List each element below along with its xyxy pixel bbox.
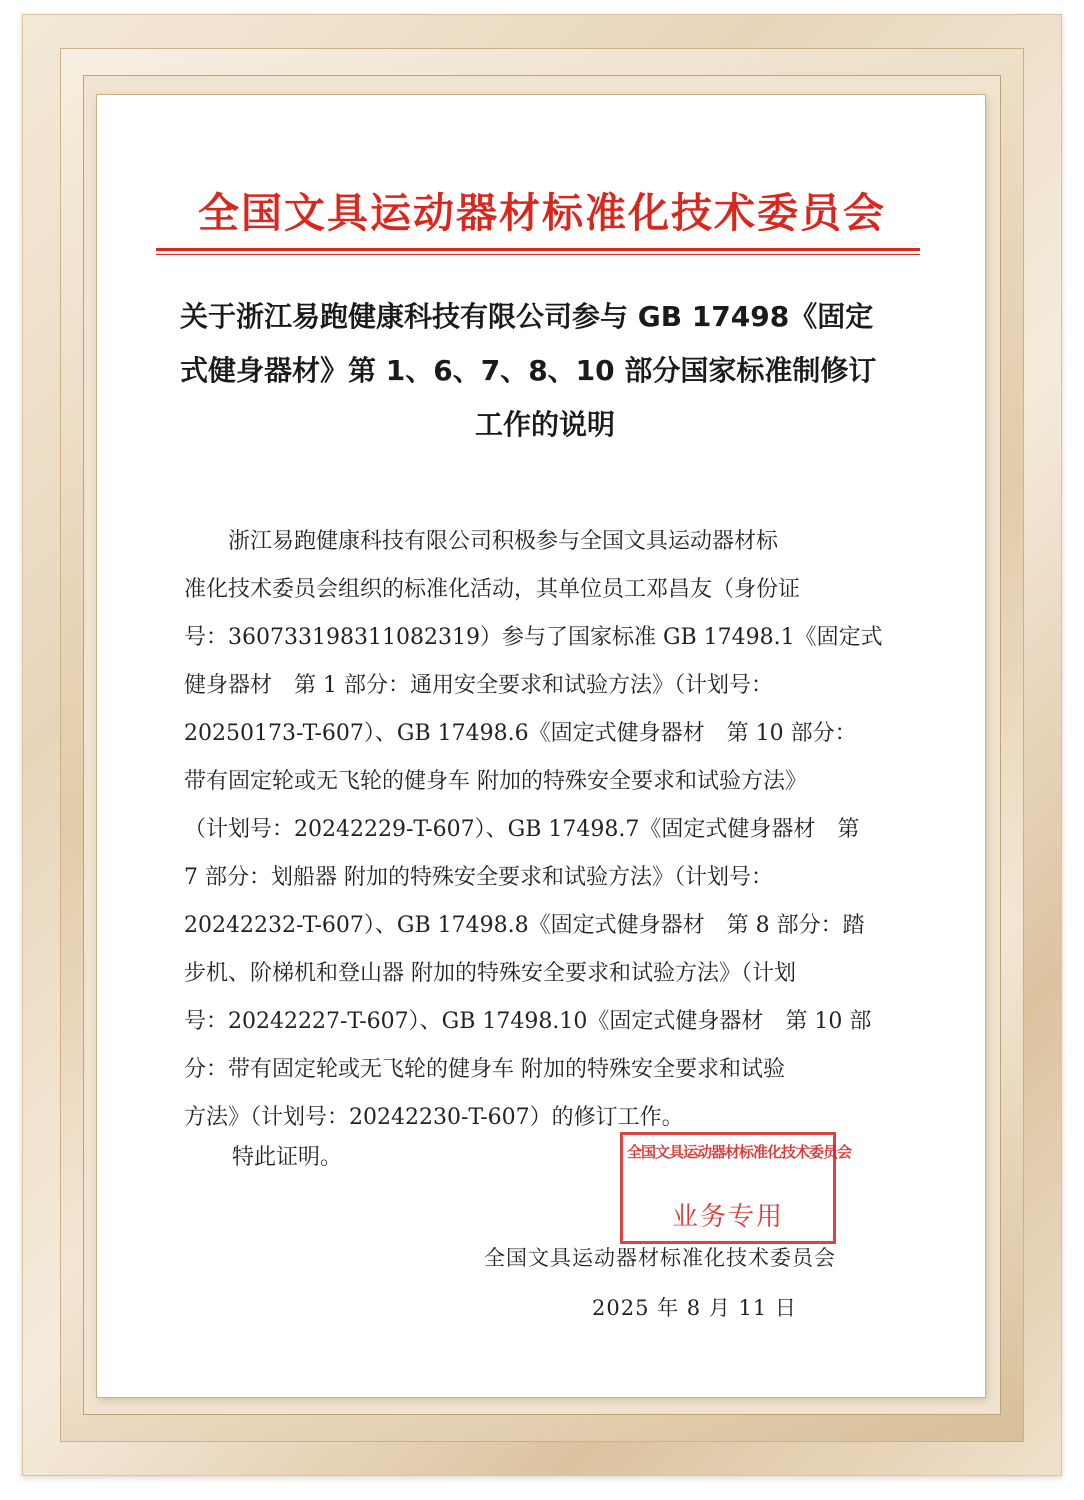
body-line: （计划号：20242229-T-607）、GB 17498.7《固定式健身器材 第 <box>184 817 860 842</box>
red-divider-thin <box>156 254 920 255</box>
body-line: 步机、阶梯机和登山器 附加的特殊安全要求和试验方法》（计划 <box>184 961 796 986</box>
organization-header: 全国文具运动器材标准化技术委员会 <box>198 189 886 237</box>
body-line: 7 部分：划船器 附加的特殊安全要求和试验方法》（计划号： <box>184 865 773 890</box>
title-line: 工作的说明 <box>474 408 615 441</box>
signature-organization: 全国文具运动器材标准化技术委员会 <box>484 1246 836 1270</box>
stamp-org-text: 全国文具运动器材标准化技术委员会 <box>627 1143 852 1161</box>
closing-statement: 特此证明。 <box>232 1145 343 1170</box>
stamp-purpose-text: 业务专用 <box>671 1202 784 1232</box>
title-line: 式健身器材》第 1、6、7、8、10 部分国家标准制修订 <box>180 354 877 387</box>
red-divider-thick <box>156 248 920 251</box>
title-line: 关于浙江易跑健康科技有限公司参与 GB 17498《固定 <box>180 300 874 333</box>
body-line: 20250173-T-607）、GB 17498.6《固定式健身器材 第 10 部分： <box>184 721 857 746</box>
document-title <box>180 290 910 452</box>
body-line: 方法》（计划号：20242230-T-607）的修订工作。 <box>184 1105 684 1130</box>
body-line: 浙江易跑健康科技有限公司积极参与全国文具运动器材标 <box>184 529 779 554</box>
body-line: 号：20242227-T-607）、GB 17498.10《固定式健身器材 第 10 部 <box>184 1009 872 1034</box>
body-line: 准化技术委员会组织的标准化活动，其单位员工邓昌友（身份证 <box>184 577 801 602</box>
body-line: 20242232-T-607）、GB 17498.8《固定式健身器材 第 8 部分：踏 <box>184 913 865 938</box>
document-body <box>184 518 904 1142</box>
body-line: 分：带有固定轮或无飞轮的健身车 附加的特殊安全要求和试验 <box>184 1057 785 1082</box>
body-line: 健身器材 第 1 部分：通用安全要求和试验方法》（计划号： <box>184 673 773 698</box>
body-line: 号：360733198311082319）参与了国家标准 GB 17498.1《固定式 <box>184 625 883 650</box>
body-line: 带有固定轮或无飞轮的健身车 附加的特殊安全要求和试验方法》 <box>184 769 807 794</box>
signature-date: 2025 年 8 月 11 日 <box>592 1296 797 1320</box>
